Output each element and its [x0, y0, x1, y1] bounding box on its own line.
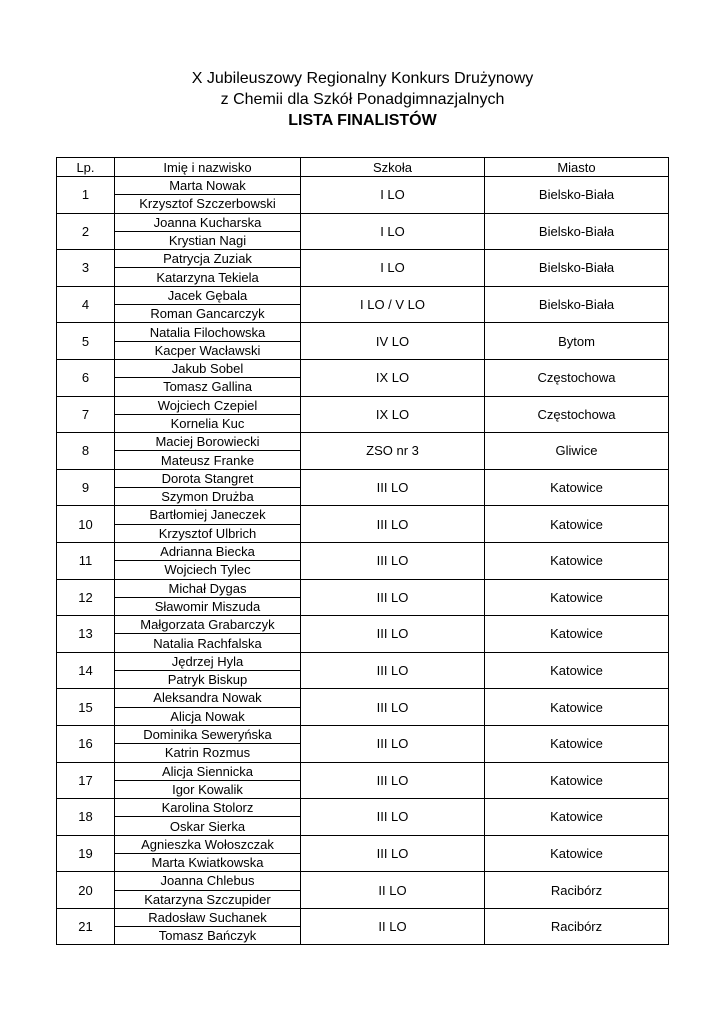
table-row: [57, 689, 669, 707]
participant-name: Michał Dygas: [115, 579, 301, 597]
table-row: [57, 433, 669, 451]
city-cell: Katowice: [485, 579, 669, 616]
participant-name: Agnieszka Wołoszczak: [115, 835, 301, 853]
finalists-table: [56, 157, 669, 945]
row-number: 13: [57, 616, 115, 653]
city-cell: Bielsko-Biała: [485, 250, 669, 287]
city-cell: Katowice: [485, 799, 669, 836]
table-row: [57, 359, 669, 377]
city-cell: Katowice: [485, 469, 669, 506]
participant-name: Natalia Filochowska: [115, 323, 301, 341]
table-row: [57, 908, 669, 926]
participant-name: Alicja Nowak: [115, 707, 301, 725]
document-title-line-1: X Jubileuszowy Regionalny Konkurs Drużynowy: [191, 70, 534, 87]
city-cell: Częstochowa: [485, 396, 669, 433]
table-row: [57, 506, 669, 524]
school-cell: I LO: [301, 177, 485, 214]
row-number: 6: [57, 359, 115, 396]
school-cell: IV LO: [301, 323, 485, 360]
participant-name: Natalia Rachfalska: [115, 634, 301, 652]
participant-name: Wojciech Czepiel: [115, 396, 301, 414]
school-cell: IX LO: [301, 396, 485, 433]
school-cell: I LO: [301, 213, 485, 250]
city-cell: Gliwice: [485, 433, 669, 470]
participant-name: Patrycja Zuziak: [115, 250, 301, 268]
school-cell: I LO / V LO: [301, 286, 485, 323]
row-number: 4: [57, 286, 115, 323]
table-header-row: [57, 158, 669, 177]
participant-name: Karolina Stolorz: [115, 799, 301, 817]
participant-name: Radosław Suchanek: [115, 908, 301, 926]
table-row: [57, 469, 669, 487]
participant-name: Kornelia Kuc: [115, 414, 301, 432]
row-number: 2: [57, 213, 115, 250]
row-number: 14: [57, 652, 115, 689]
row-number: 20: [57, 872, 115, 909]
table-body: [57, 177, 669, 945]
row-number: 7: [57, 396, 115, 433]
header-lp: Lp.: [57, 158, 115, 177]
school-cell: II LO: [301, 872, 485, 909]
row-number: 16: [57, 725, 115, 762]
city-cell: Katowice: [485, 689, 669, 726]
participant-name: Katarzyna Tekiela: [115, 268, 301, 286]
city-cell: Katowice: [485, 725, 669, 762]
row-number: 5: [57, 323, 115, 360]
city-cell: Katowice: [485, 762, 669, 799]
header-name: Imię i nazwisko: [115, 158, 301, 177]
school-cell: III LO: [301, 762, 485, 799]
row-number: 15: [57, 689, 115, 726]
participant-name: Katrin Rozmus: [115, 744, 301, 762]
school-cell: ZSO nr 3: [301, 433, 485, 470]
participant-name: Mateusz Franke: [115, 451, 301, 469]
participant-name: Igor Kowalik: [115, 780, 301, 798]
city-cell: Katowice: [485, 542, 669, 579]
school-cell: III LO: [301, 799, 485, 836]
participant-name: Jędrzej Hyla: [115, 652, 301, 670]
school-cell: III LO: [301, 652, 485, 689]
school-cell: III LO: [301, 506, 485, 543]
table-row: [57, 835, 669, 853]
row-number: 11: [57, 542, 115, 579]
city-cell: Bielsko-Biała: [485, 177, 669, 214]
participant-name: Małgorzata Grabarczyk: [115, 616, 301, 634]
participant-name: Sławomir Miszuda: [115, 597, 301, 615]
participant-name: Patryk Biskup: [115, 671, 301, 689]
participant-name: Oskar Sierka: [115, 817, 301, 835]
participant-name: Marta Kwiatkowska: [115, 853, 301, 871]
row-number: 9: [57, 469, 115, 506]
participant-name: Alicja Siennicka: [115, 762, 301, 780]
row-number: 17: [57, 762, 115, 799]
table-row: [57, 799, 669, 817]
participant-name: Marta Nowak: [115, 177, 301, 195]
city-cell: Katowice: [485, 506, 669, 543]
school-cell: III LO: [301, 469, 485, 506]
school-cell: II LO: [301, 908, 485, 945]
city-cell: Racibórz: [485, 872, 669, 909]
row-number: 18: [57, 799, 115, 836]
participant-name: Tomasz Gallina: [115, 378, 301, 396]
table-row: [57, 872, 669, 890]
list-title: LISTA FINALISTÓW: [288, 112, 437, 129]
participant-name: Roman Gancarczyk: [115, 305, 301, 323]
school-cell: IX LO: [301, 359, 485, 396]
participant-name: Jacek Gębala: [115, 286, 301, 304]
table-row: [57, 250, 669, 268]
table-row: [57, 579, 669, 597]
city-cell: Częstochowa: [485, 359, 669, 396]
row-number: 19: [57, 835, 115, 872]
header-school: Szkoła: [301, 158, 485, 177]
document-heading: [0, 68, 725, 131]
city-cell: Katowice: [485, 835, 669, 872]
table-row: [57, 652, 669, 670]
header-city: Miasto: [485, 158, 669, 177]
table-row: [57, 616, 669, 634]
city-cell: Bielsko-Biała: [485, 213, 669, 250]
participant-name: Dorota Stangret: [115, 469, 301, 487]
participant-name: Katarzyna Szczupider: [115, 890, 301, 908]
participant-name: Jakub Sobel: [115, 359, 301, 377]
school-cell: III LO: [301, 542, 485, 579]
participant-name: Dominika Seweryńska: [115, 725, 301, 743]
participant-name: Wojciech Tylec: [115, 561, 301, 579]
row-number: 8: [57, 433, 115, 470]
participant-name: Krystian Nagi: [115, 231, 301, 249]
participant-name: Bartłomiej Janeczek: [115, 506, 301, 524]
row-number: 1: [57, 177, 115, 214]
city-cell: Racibórz: [485, 908, 669, 945]
participant-name: Krzysztof Ulbrich: [115, 524, 301, 542]
school-cell: III LO: [301, 835, 485, 872]
table-row: [57, 323, 669, 341]
row-number: 3: [57, 250, 115, 287]
school-cell: I LO: [301, 250, 485, 287]
city-cell: Katowice: [485, 616, 669, 653]
participant-name: Maciej Borowiecki: [115, 433, 301, 451]
city-cell: Bielsko-Biała: [485, 286, 669, 323]
table-row: [57, 213, 669, 231]
row-number: 21: [57, 908, 115, 945]
table-row: [57, 762, 669, 780]
participant-name: Krzysztof Szczerbowski: [115, 195, 301, 213]
school-cell: III LO: [301, 579, 485, 616]
city-cell: Katowice: [485, 652, 669, 689]
participant-name: Kacper Wacławski: [115, 341, 301, 359]
row-number: 10: [57, 506, 115, 543]
participant-name: Adrianna Biecka: [115, 542, 301, 560]
participant-name: Joanna Chlebus: [115, 872, 301, 890]
participant-name: Szymon Drużba: [115, 488, 301, 506]
table-row: [57, 286, 669, 304]
table-row: [57, 177, 669, 195]
table-row: [57, 725, 669, 743]
table-row: [57, 542, 669, 560]
document-title-line-2: z Chemii dla Szkół Ponadgimnazjalnych: [220, 91, 505, 108]
participant-name: Aleksandra Nowak: [115, 689, 301, 707]
school-cell: III LO: [301, 616, 485, 653]
participant-name: Joanna Kucharska: [115, 213, 301, 231]
participant-name: Tomasz Bańczyk: [115, 927, 301, 945]
city-cell: Bytom: [485, 323, 669, 360]
school-cell: III LO: [301, 689, 485, 726]
table-row: [57, 396, 669, 414]
school-cell: III LO: [301, 725, 485, 762]
row-number: 12: [57, 579, 115, 616]
